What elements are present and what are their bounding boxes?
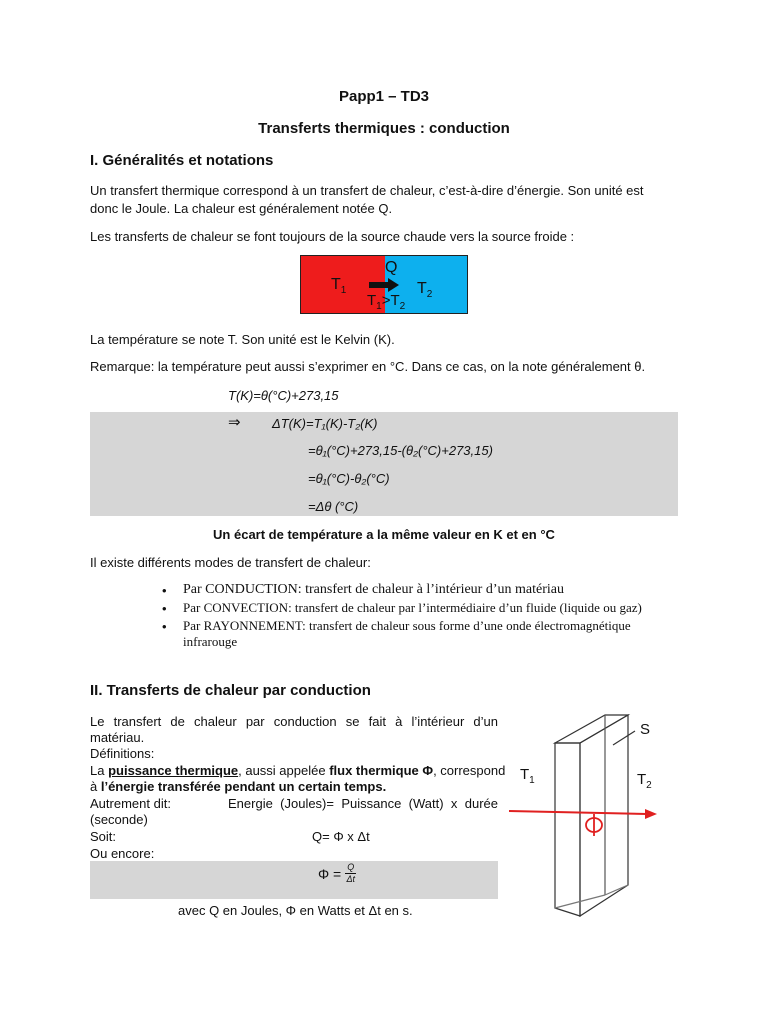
modes-intro: Il existe différents modes de transfert de chaleur: (90, 555, 371, 570)
diagram-t1-label: $T_1$ (331, 276, 347, 297)
equation-box (90, 412, 678, 516)
mode-convection: Par CONVECTION: transfert de chaleur par l’intermédiaire d’un fluide (liquide ou gaz) (183, 600, 642, 615)
units-line: avec Q en Joules, Φ en Watts et Δt en s. (178, 903, 413, 918)
heat-flow-arrow-icon (369, 278, 399, 292)
diagram-t2-label: $T_2$ (417, 280, 433, 301)
figure-s-label: S (640, 721, 651, 738)
section1-heading: I. Généralités et notations (90, 152, 274, 169)
flux-arrow-head-icon (645, 809, 657, 819)
remark-line: Remarque: la température peut aussi s’exprimer en °C. Dans ce cas, on la note généralement θ. (90, 359, 646, 374)
figure-t1-label: $T_1$ (520, 766, 535, 786)
heat-transfer-diagram (300, 255, 468, 314)
bullet-dot-2: • (162, 601, 167, 616)
implies-icon: ⇒ (228, 414, 241, 431)
page-subtitle: Transferts thermiques : conduction (258, 120, 510, 137)
definition-line2: à l’énergie transférée pendant un certain temps. (90, 779, 387, 794)
section1-para1-line2: donc le Joule. La chaleur est généralement notée Q. (90, 201, 393, 216)
phi-numerator: Q (347, 862, 355, 872)
definition-line1: La puissance thermique, aussi appelée flux thermique Φ, correspond (90, 763, 506, 778)
energie-formula: Energie (Joules)= Puissance (Watt) x durée (228, 796, 498, 811)
equation-2: ΔT(K)=T₁(K)-T₂(K) (272, 416, 378, 431)
page-title: Papp1 – TD3 (338, 88, 430, 105)
definitions-label: Définitions: (90, 746, 155, 761)
mode-rayonnement-cont: infrarouge (183, 634, 238, 649)
section2-intro-line1: Le transfert de chaleur par conduction se fait à l’intérieur d’un (90, 714, 498, 729)
conduction-slab-figure (505, 705, 675, 925)
autrement-label: Autrement dit: (90, 796, 171, 811)
seconde-label: (seconde) (90, 812, 148, 827)
section1-para1-line1: Un transfert thermique correspond à un transfert de chaleur, c’est-à-dire d’énergie. Son unité est (90, 183, 644, 198)
flux-arrow-line (509, 811, 647, 814)
mode-rayonnement: Par RAYONNEMENT: transfert de chaleur sous forme d’une onde électromagnétique (183, 618, 631, 633)
conclusion-line: Un écart de température a la même valeur en K et en °C (213, 527, 555, 542)
section1-para2: Les transferts de chaleur se font toujours de la source chaude vers la source froide : (90, 229, 575, 244)
phi-equation-box (90, 861, 498, 899)
diagram-q-label: Q (385, 259, 398, 276)
section2-heading: II. Transferts de chaleur par conduction (90, 682, 371, 699)
temperature-unit-line: La température se note T. Son unité est le Kelvin (K). (90, 332, 395, 347)
equation-4: =θ₁(°C)-θ₂(°C) (308, 471, 390, 486)
diagram-condition: $T_1>T_2$ (367, 292, 406, 312)
bullet-dot-3: • (162, 619, 167, 634)
phi-denominator: Δt (346, 874, 356, 884)
equation-3: =θ₁(°C)+273,15-(θ₂(°C)+273,15) (308, 443, 493, 458)
phi-equation: Φ = $\frac{Q}{\Delta t}$ (318, 862, 356, 884)
equation-1: T(K)=θ(°C)+273,15 (228, 388, 339, 403)
mode-conduction: Par CONDUCTION: transfert de chaleur à l’intérieur d’un matériau (183, 582, 564, 597)
figure-t2-label: $T_2$ (637, 771, 652, 791)
bullet-dot-1: • (162, 583, 167, 598)
section2-intro-line2: matériau. (90, 730, 145, 745)
q-formula: Q= Φ x Δt (312, 829, 370, 844)
ou-encore-label: Ou encore: (90, 846, 155, 861)
soit-label: Soit: (90, 829, 117, 844)
equation-5: =Δθ (°C) (308, 499, 359, 514)
